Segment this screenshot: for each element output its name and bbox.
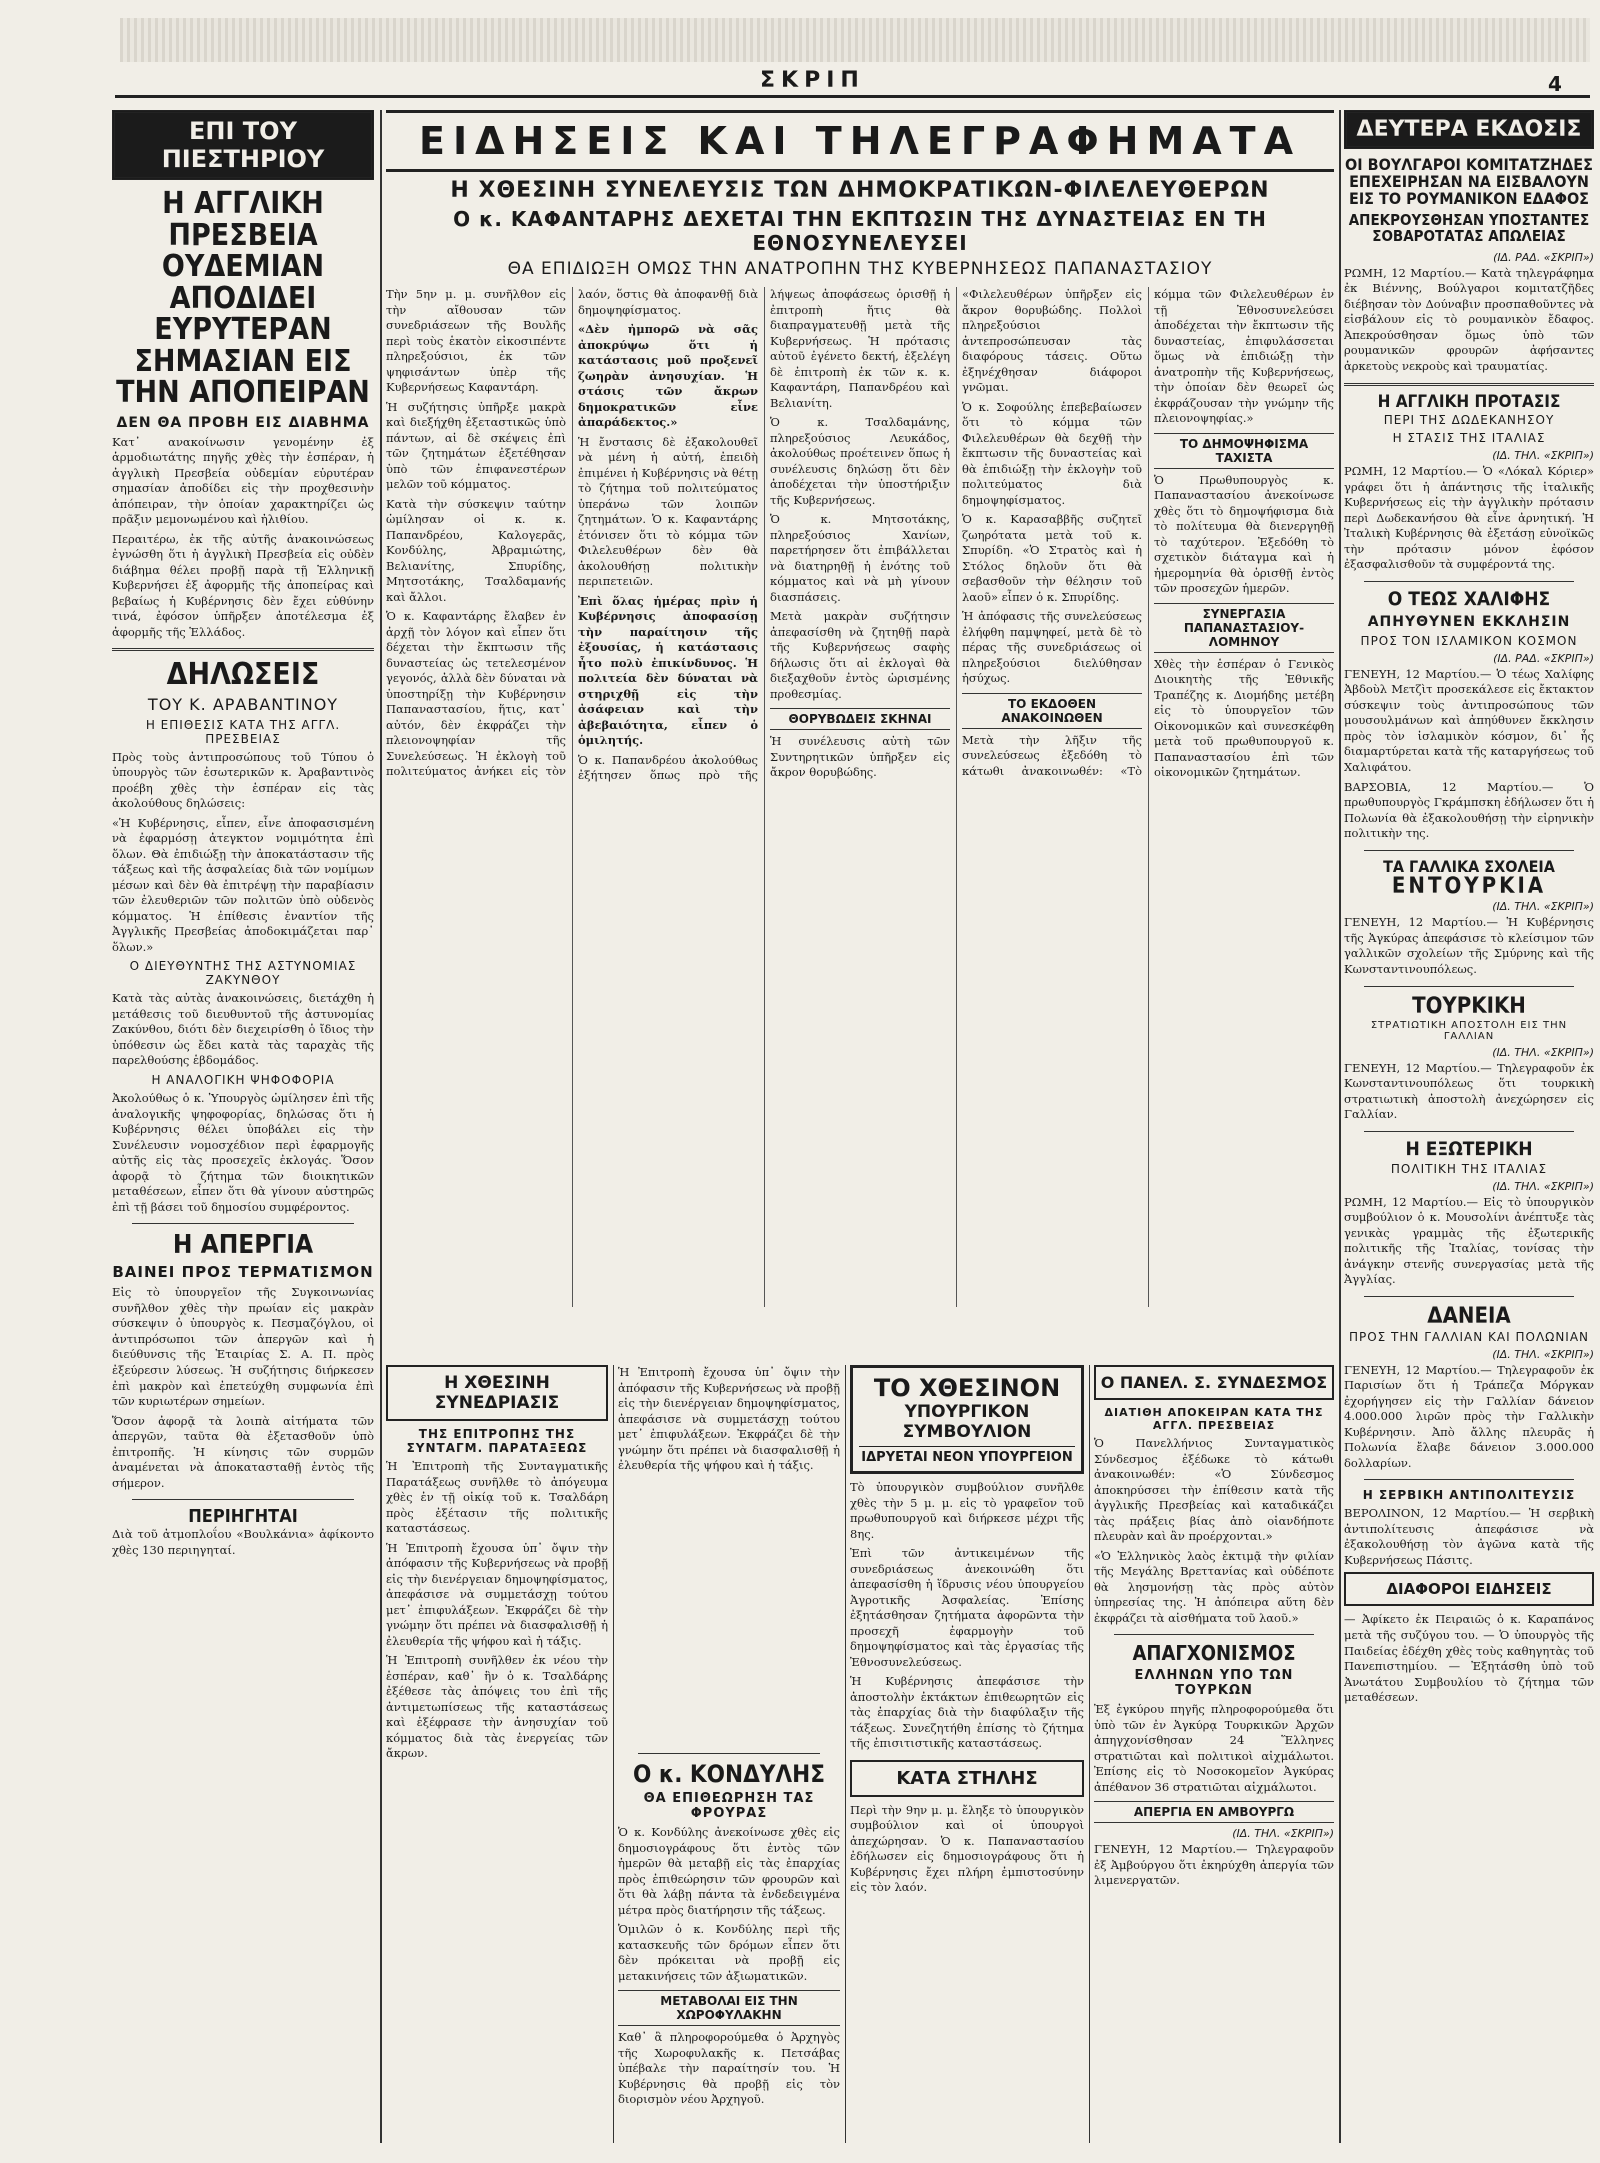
subhead-association: ΔΙΑΤΙΘΗ ΑΠΟΚΕΙΡΑΝ ΚΑΤΑ ΤΗΣ ΑΓΓΛ. ΠΡΕΣΒΕΙΑΣ xyxy=(1104,1406,1324,1432)
dateline: (ΙΔ. ΤΗΛ. «ΣΚΡΙΠ») xyxy=(1492,449,1594,463)
article-paragraph: ΓΕΝΕΥΗ, 12 Μαρτίου.— Ἡ Κυβέρνησις τῆς Ἀγκύρας ἀπεφάσισε τὸ κλείσιμον τῶν γαλλικῶν σχολείων τῆς Σμύρνης καὶ τῆς Κωνσταντινουπόλεως. xyxy=(1344,915,1594,976)
divider xyxy=(132,1499,354,1500)
inline-head-hamburg: ΑΠΕΡΓΙΑ ΕΝ ΑΜΒΟΥΡΓΩ xyxy=(1094,1801,1334,1823)
article-paragraph: Καθ᾽ ἃ πληροφορούμεθα ὁ Ἀρχηγὸς τῆς Χωροφυλακῆς κ. Πετσάβας ὑπέβαλε τὴν παραίτησίν του. Ἡ Κυβέρνησις θὰ προβῇ εἰς τὸν διορισμὸν νέου Ἀρχηγοῦ. xyxy=(618,2030,840,2107)
kicker-proportional-vote: Η ΑΝΑΛΟΓΙΚΗ ΨΗΦΟΦΟΡΙΑ xyxy=(151,1072,335,1087)
headline-french-schools: ΤΑ ΓΑΛΛΙΚΑ ΣΧΟΛΕΙΑ xyxy=(1383,856,1555,876)
box-cabinet xyxy=(850,1365,1084,1474)
dateline: (ΙΔ. ΤΗΛ. «ΣΚΡΙΠ») xyxy=(1492,900,1594,914)
article-paragraph: Ἡ Ἐπιτροπὴ ἔχουσα ὑπ᾽ ὄψιν τὴν ἀπόφασιν τῆς Κυβερνήσεως νὰ προβῇ εἰς τὴν διενέργειαν δημοψηφίσματος, ἀπεφάσισε νὰ συμμετάσχῃ τούτου μετ᾽ ἐπιφυλάξεων. Ἐκφράζει δὲ τὴν γνώμην ὅτι πρέπει νὰ διασφαλισθῇ ἡ ἐλευθερία τῆς ψήφου καὶ ἡ τάξις. xyxy=(386,1540,608,1648)
article-paragraph: Ἡ συνέλευσις αὐτὴ τῶν Συντηρητικῶν ὑπῆρξεν εἰς ἄκρον θορυβώδης. xyxy=(770,734,950,780)
article-paragraph: Μετὰ τὴν λῆξιν τῆς συνελεύσεως ἐξεδόθη τὸ κάτωθι ἀνακοινωθέν: «Τὸ κόμμα τῶν Φιλελευθέρων ἐν τῇ Ἐθνοσυνελεύσει ἀποδέχεται τὴν ἔκπτωσιν τῆς δυναστείας, ἐπιφυλάσσεται ὅμως νὰ ἐπιδιώξῃ τὴν ἀνατροπὴν τῆς Κυβερνήσεως, τὴν ὁποίαν δὲν θεωρεῖ ὡς ἐκφράζουσαν τὴν γνώμην τῆς πλειονοψηφίας.» xyxy=(962,287,1334,778)
subhead-italy-stance: Η ΣΤΑΣΙΣ ΤΗΣ ΙΤΑΛΙΑΣ xyxy=(1392,431,1546,446)
banner-title: ΕΙΔΗΣΕΙΣ ΚΑΙ ΤΗΛΕΓΡΑΦΗΜΑΤΑ xyxy=(419,119,1301,163)
lower-column-2 xyxy=(618,1365,840,2143)
article-paragraph: ΓΕΝΕΥΗ, 12 Μαρτίου.— Τηλεγραφοῦν ἐκ Παρισίων ὅτι ἡ Τράπεζα Μόργκαν ἐχορήγησεν εἰς τὴν Γαλλίαν δάνειον 4.000.000 λιρῶν πρὸς τὴν Γαλλικὴν Κυβέρνησιν. Ἀπὸ ἄλλης πλευρᾶς ἡ Πολωνία ἔλαβε δάνειον 3.000.000 δολλαρίων. xyxy=(1344,1362,1594,1470)
divider xyxy=(1364,986,1574,987)
article-paragraph: «Ἡ Κυβέρνησις, εἶπεν, εἶνε ἀποφασισμένη νὰ ἐφαρμόσῃ ἀτεγκτον νομιμότητα ἐπὶ ὅλων. Θὰ ἐπιδιώξῃ τὴν ἀποκατάστασιν τῆς τάξεως καὶ τῆς ἀσφαλείας διὰ τῶν νομίμων μέσων καὶ δὲν θὰ ἐπιτρέψῃ τὴν παραβίασιν τῶν ἐλευθεριῶν τῶν πολιτῶν ὑπὸ οὐδενὸς κόμματος. Ἡ ἐπίθεσις ἐναντίον τῆς Ἀγγλικῆς Πρεσβείας ἀποδοκιμάζεται παρ᾽ ὅλων.» xyxy=(112,815,374,954)
article-paragraph: ΡΩΜΗ, 12 Μαρτίου.— Κατὰ τηλεγράφημα ἐκ Βιέννης, Βούλγαροι κομιτατζῆδες διέβησαν τὸν Δούναβιν προσπαθοῦντες νὰ εἰσβάλουν εἰς τὸ ρουμανικὸν ἔδαφος. Ἀπεκρούσθησαν ὅμως ὑπὸ τῶν ρουμανικῶν φρουρῶν ἀφήσαντες ἀρκετοὺς νεκροὺς καὶ τραυματίας. xyxy=(1344,265,1594,373)
article-paragraph: Ὁ κ. Σοφούλης ἐπεβεβαίωσεν ὅτι τὸ κόμμα τῶν Φιλελευθέρων θὰ δεχθῇ τὴν ἔκπτωσιν τῆς δυναστείας καὶ θὰ ἐπιδιώξῃ τὴν ἐκλογὴν τοῦ πολιτεύματος διὰ δημοψηφίσματος. xyxy=(962,399,1142,507)
lower-column-4 xyxy=(1094,1365,1334,2143)
article-paragraph: Ὁ κ. Παπανδρέου ἀκολούθως ἐξήτησεν ὅπως πρὸ τῆς λήψεως ἀποφάσεως ὁρισθῇ ἡ ἐπιτροπὴ ἥτις θὰ διαπραγματευθῇ μετὰ τῆς Κυβερνήσεως. Ἡ πρότασις αὐτοῦ ἐγένετο δεκτή, ἐξελέγη δὲ ἐπιτροπὴ ἐκ τῶν κ. κ. Καφαντάρη, Παπανδρέου καὶ Βελιανίτη. xyxy=(578,287,950,783)
dateline: (ΙΔ. ΤΗΛ. «ΣΚΡΙΠ») xyxy=(1232,1827,1334,1841)
headline-hanging: ΑΠΑΓΧΟΝΙΣΜΟΣ xyxy=(1132,1641,1296,1666)
lower-column-1 xyxy=(386,1365,608,2143)
article-paragraph: Ἡ Ἐπιτροπὴ ἔχουσα ὑπ᾽ ὄψιν τὴν ἀπόφασιν τῆς Κυβερνήσεως νὰ προβῇ εἰς τὴν διενέργειαν δημοψηφίσματος, ἀπεφάσισε νὰ συμμετάσχῃ τούτου μετ᾽ ἐπιφυλάξεων. Ἐκφράζει δὲ τὴν γνώμην ὅτι πρέπει νὰ διασφαλισθῇ ἡ ἐλευθερία τῆς ψήφου καὶ ἡ τάξις. xyxy=(618,1365,840,1473)
dateline: (ΙΔ. ΡΑΔ. «ΣΚΡΙΠ») xyxy=(1493,250,1594,264)
subhead-kondylis: ΘΑ ΕΠΙΘΕΩΡΗΣΗ ΤΑΣ ΦΡΟΥΡΑΣ xyxy=(643,1791,815,1822)
headline-cabinet-1: ΤΟ ΧΘΕΣΙΝΟΝ xyxy=(873,1374,1061,1402)
article-paragraph: Εἰς τὸ ὑπουργεῖον τῆς Συγκοινωνίας συνῆλθον χθὲς τὴν πρωίαν εἰς μακρὰν σύσκεψιν ὁ ὑπουργὸς κ. Πεσμαζόγλου, οἱ ἀντιπρόσωποι τῶν ἀπεργῶν καὶ ἡ διεύθυνσις τῆς Ἑταιρίας Σ. Α. Π. πρὸς ἐξεύρεσιν λύσεως. Ἡ συζήτησις διήρκεσεν ἐπὶ μακρὸν καὶ ἐπετεύχθη συμφωνία ἐπὶ τῶν κυριωτέρων σημείων. xyxy=(112,1285,374,1409)
section-banner xyxy=(386,110,1334,172)
masthead-rule xyxy=(115,95,1590,98)
article-paragraph: Ὁ Πανελλήνιος Συνταγματικὸς Σύνδεσμος ἐξέδωκε τὸ κάτωθι ἀνακοινωθέν: «Ὁ Σύνδεσμος ἀποκηρύσσει τὴν ἐπίθεσιν κατὰ τῆς ἀγγλικῆς Πρεσβείας καὶ καταδικάζει τὰς πράξεις βίας ἀπὸ οἱανδήποτε πλευρὰν καὶ ἂν προέρχονται.» xyxy=(1094,1436,1334,1544)
subhead-italy-policy: ΠΟΛΙΤΙΚΗ ΤΗΣ ΙΤΑΛΙΑΣ xyxy=(1390,1161,1548,1176)
article-paragraph: Κατ᾽ ανακοίνωσιν γενομένην ἐξ ἁρμοδιωτάτης πηγῆς χθὲς τὴν ἑσπέραν, ἡ ἀγγλικὴ Πρεσβεία οὐδεμίαν εὐρυτέραν σημασίαν ἀποδίδει εἰς τὴν προχθεσινὴν ἀπόπειραν, τὴν ὁποίαν χαρακτηρίζει ὡς πρᾶξιν μεμονωμένου καὶ ἠλιθίου. xyxy=(112,434,374,527)
article-paragraph: Ὁμιλῶν ὁ κ. Κονδύλης περὶ τῆς κατασκευῆς τῶν δρόμων εἶπεν ὅτι δὲν πρόκειται νὰ προβῇ εἰς μετακινήσεις τῶν ἀξιωματικῶν. xyxy=(618,1922,840,1983)
article-paragraph: Ὁ κ. Τσαλδαμάνης, πληρεξούσιος Λευκάδος, ἀκολούθως προέτεινεν ὅπως ἡ συνέλευσις δηλώσῃ ὅτι δὲν ἀποδέχεται τὴν ὑποστήριξιν τῆς Κυβερνήσεως. xyxy=(770,415,950,507)
subhead-islamic-world: ΠΡΟΣ ΤΟΝ ΙΣΛΑΜΙΚΟΝ ΚΟΣΜΟΝ xyxy=(1360,633,1578,648)
subhead-strike: ΒΑΙΝΕΙ ΠΡΟΣ ΤΕΡΜΑΤΙΣΜΟΝ xyxy=(112,1263,374,1282)
article-paragraph: ΓΕΝΕΥΗ, 12 Μαρτίου.— Ὁ τέως Χαλίφης Ἀβδοὺλ Μετζὶτ προσεκάλεσε εἰς ἔκτακτον σύσκεψιν τοὺς ἀντιπροσώπους τῶν μουσουλμάνων καὶ ἀπηύθυνεν ἔκκλησιν πρὸς τὸν ἰσλαμικὸν κόσμον, δι᾽ ἧς διαμαρτύρεται κατὰ τῆς καταργήσεως τοῦ Χαλιφάτου. xyxy=(1344,666,1594,774)
inline-head-scenes: ΘΟΡΥΒΩΔΕΙΣ ΣΚΗΝΑΙ xyxy=(770,708,950,730)
headline-kondylis: Ο κ. ΚΟΝΔΥΛΗΣ xyxy=(633,1760,825,1788)
headline-kata-stilis: ΚΑΤΑ ΣΤΗΛΗΣ xyxy=(850,1760,1084,1797)
divider xyxy=(1344,383,1594,386)
article-paragraph: «Ὁ Ἑλληνικὸς λαὸς ἐκτιμᾷ τὴν φιλίαν τῆς Μεγάλης Βρεττανίας καὶ οὐδέποτε θὰ λησμονήσῃ τὰς πρὸς αὐτὸν ὑπηρεσίας της. Ἡ ἀπόπειρα αὕτη δὲν ἐκφράζει τὰ αἰσθήματα τοῦ λαοῦ.» xyxy=(1094,1548,1334,1625)
column-rule xyxy=(1339,110,1341,2143)
article-paragraph: Ὁ κ. Καρασαββῆς συζητεῖ ζωηρότατα μετὰ τοῦ κ. Σπυρίδη. «Ὁ Στρατὸς καὶ ἡ Στόλος δηλοῦν ὅτι θὰ σεβασθοῦν τὴν θέλησιν τοῦ λαοῦ» εἶπεν ὁ κ. Σπυρίδης. xyxy=(962,512,1142,604)
divider xyxy=(1364,1131,1574,1132)
subhead-repulsed: ΑΠΕΚΡΟΥΣΘΗΣΑΝ ΥΠΟΣΤΑΝΤΕΣ ΣΟΒΑΡΟΤΑΤΑΣ ΑΠΩΛΕΙΑΣ xyxy=(1348,211,1590,246)
inline-head-communique: ΤΟ ΕΚΔΟΘΕΝ ΑΝΑΚΟΙΝΩΘΕΝ xyxy=(962,693,1142,729)
divider xyxy=(1364,1296,1574,1297)
article-paragraph: ΒΕΡΟΛΙΝΟΝ, 12 Μαρτίου.— Ἡ σερβικὴ ἀντιπολίτευσις ἀπεφάσισε νὰ ἐξακολουθήσῃ τὸν ἀγῶνα κατὰ τῆς Κυβερνήσεως Πάσιτς. xyxy=(1344,1506,1594,1567)
divider xyxy=(1364,581,1574,582)
article-paragraph: Κατὰ τὰς αὐτὰς ἀνακοινώσεις, διετάχθη ἡ μετάθεσις τοῦ διευθυντοῦ τῆς ἀστυνομίας Ζακύνθου, διότι δὲν διεχειρίσθη ὁ ἴδιος τὴν ὑπόθεσιν ὡς ἔδει κατὰ τὰς ταραχὰς τῆς παρελθούσης ἑβδομάδος. xyxy=(112,991,374,1068)
subhead-appeal: ΑΠΗΥΘΥΝΕΝ ΕΚΚΛΗΣΙΝ xyxy=(1367,613,1571,630)
dateline: (ΙΔ. ΤΗΛ. «ΣΚΡΙΠ») xyxy=(1492,1045,1594,1059)
headline-strike: Η ΑΠΕΡΓΙΑ xyxy=(172,1230,314,1261)
masthead-texture xyxy=(120,18,1590,62)
article-paragraph: ΓΕΝΕΥΗ, 12 Μαρτίου.— Τηλεγραφοῦν ἐκ Κωνσταντινουπόλεως ὅτι τουρκικὴ στρατιωτικὴ ἀποστολὴ ἀνεχώρησεν εἰς Γαλλίαν. xyxy=(1344,1060,1594,1122)
headline-caliph: Ο ΤΕΩΣ ΧΑΛΙΦΗΣ xyxy=(1387,587,1551,610)
article-paragraph: Πρὸς τοὺς ἀντιπροσώπους τοῦ Τύπου ὁ ὑπουργὸς τῶν ἐσωτερικῶν κ. Ἀραβαντινὸς προέβη χθὲς τὴν ἑσπέραν εἰς τὰς ἀκολούθους δηλώσεις: xyxy=(112,749,374,811)
article-quote: «Δὲν ἠμπορῶ νὰ σᾶς ἀποκρύψω ὅτι ἡ κατάστασις μοῦ προξενεῖ ζωηρὰν ἀνησυχίαν. Ἡ στάσις τῶν ἄκρων δημοκρατικῶν εἶνε ἀπαράδεκτος.» xyxy=(578,322,758,430)
subhead-cabinet: ΙΔΡΥΕΤΑΙ ΝΕΟΝ ΥΠΟΥΡΓΕΙΟΝ xyxy=(859,1446,1075,1465)
column-rule xyxy=(845,1365,846,2143)
column-rule xyxy=(1089,1365,1090,2143)
article-paragraph: Ἡ ἀπόφασις τῆς συνελεύσεως ἐλήφθη παμψηφεί, μετὰ δὲ τὸ πέρας τῆς συνεδριάσεως οἱ πληρεξούσιοι διελύθησαν ἡσύχως. xyxy=(962,609,1142,686)
inline-head-gendarmerie: ΜΕΤΑΒΟΛΑΙ ΕΙΣ ΤΗΝ ΧΩΡΟΦΥΛΑΚΗΝ xyxy=(618,1990,840,2026)
article-paragraph: Ἡ Κυβέρνησις ἀπεφάσισε τὴν ἀποστολὴν ἐκτάκτων ἐπιθεωρητῶν εἰς τὰς ἐπαρχίας διὰ τὴν διαφύλαξιν τῆς τάξεως. Συνεζητήθη ἐπίσης τὸ ζήτημα τῆς ἐπισιτιστικῆς καταστάσεως. xyxy=(850,1674,1084,1751)
article-paragraph: Τὸ ὑπουργικὸν συμβούλιον συνῆλθε χθὲς τὴν 5 μ. μ. εἰς τὸ γραφεῖον τοῦ πρωθυπουργοῦ καὶ διήρκεσε μέχρι τῆς 8ης. xyxy=(850,1480,1084,1541)
continued-text xyxy=(618,1365,840,1745)
dateline: (ΙΔ. ΤΗΛ. «ΣΚΡΙΠ») xyxy=(1492,1179,1594,1193)
article-paragraph: Ἡ ἔνστασις δὲ ἐξακολουθεῖ νὰ μένη ἡ αὐτή, ἐπειδὴ ἐπιμένει ἡ Κυβέρνησις νὰ θέτῃ τὸ ζήτημα τοῦ πολιτεύματος ὑπεράνω τῶν λοιπῶν ζητημάτων. Ὁ κ. Καφαντάρης ἐτόνισεν ὅτι τὸ κόμμα τῶν Φιλελευθέρων δὲν θὰ ἀκολουθήσῃ πολιτικὴν περιπετειῶν. xyxy=(578,434,758,589)
main-news-section xyxy=(386,110,1334,2143)
article-paragraph: Ἡ συζήτησις ὑπῆρξε μακρὰ καὶ διεξήχθη ἐξεταστικῶς ὑπὸ πάντων, αἱ δὲ σκέψεις ἐπὶ τῶν ζητημάτων ἐξετέθησαν ὑπὸ τῶν ἐπιφανεστέρων μελῶν τοῦ κόμματος. xyxy=(386,399,566,492)
article-paragraph: ΡΩΜΗ, 12 Μαρτίου.— Εἰς τὸ ὑπουργικὸν συμβούλιον ὁ κ. Μουσολίνι ἀνέπτυξε τὰς γενικὰς γραμμὰς τῆς ἐξωτερικῆς πολιτικῆς τῆς Ἰταλίας, τονίσας τὴν ἀνάγκην στενῆς συνεργασίας μετὰ τῆς Ἀγγλίας. xyxy=(1344,1194,1594,1287)
main-headline: Η ΧΘΕΣΙΝΗ ΣΥΝΕΛΕΥΣΙΣ ΤΩΝ ΔΗΜΟΚΡΑΤΙΚΩΝ-ΦΙΛΕΛΕΥΘΕΡΩΝ xyxy=(450,178,1270,203)
article-paragraph: Ὁ κ. Κονδύλης ἀνεκοίνωσε χθὲς εἰς δημοσιογράφους ὅτι ἐντὸς τῶν ἡμερῶν θὰ μεταβῇ εἰς τὰς ἐπαρχίας πρὸς ἐπιθεώρησιν τῶν φρουρῶν καὶ ὅτι θὰ λάβῃ πάντα τὰ ἐνδεδειγμένα μέτρα πρὸς διατήρησιν τῆς τάξεως. xyxy=(618,1825,840,1917)
headline-cabinet-2: ΥΠΟΥΡΓΙΚΟΝ ΣΥΜΒΟΥΛΙΟΝ xyxy=(902,1402,1032,1442)
subhead-in-turkey: ΕΝΤΟΥΡΚΙΑ xyxy=(1391,874,1547,900)
dateline: (ΙΔ. ΤΗΛ. «ΣΚΡΙΠ») xyxy=(1492,1347,1594,1361)
main-subheadline: ΘΑ ΕΠΙΔΙΩΞΗ ΟΜΩΣ ΤΗΝ ΑΝΑΤΡΟΠΗΝ ΤΗΣ ΚΥΒΕΡΝΗΣΕΩΣ ΠΑΠΑΝΑΣΤΑΣΙΟΥ xyxy=(507,259,1213,279)
main-article-columns xyxy=(386,287,1334,1307)
article-paragraph: Ἀκολούθως ὁ κ. Ὑπουργὸς ὡμίλησεν ἐπὶ τῆς ἀναλογικῆς ψηφοφορίας, δηλώσας ὅτι ἡ Κυβέρνησις θέλει ὑποβάλει εἰς τὴν Συνέλευσιν νομοσχέδιον περὶ ἐφαρμογῆς αὐτῆς εἰς τὰς προσεχεῖς ἐκλογάς. Ὅσον ἀφορᾷ τὸ ζήτημα τῶν διοικητικῶν μεταθέσεων, εἶπεν ὅτι θὰ γίνουν αὐστηρῶς ἐπὶ τῇ βάσει τοῦ δημοσίου συμφέροντος. xyxy=(112,1090,374,1214)
divider xyxy=(112,648,374,651)
article-paragraph: Περὶ τὴν 9ην μ. μ. ἔληξε τὸ ὑπουργικὸν συμβούλιον καὶ οἱ ὑπουργοὶ ἀπεχώρησαν. Ὁ κ. Παπαναστασίου ἐδήλωσεν εἰς δημοσιογράφους ὅτι ἡ Κυβέρνησις ἔχει πλήρη ἐμπιστοσύνην εἰς τὸν λαόν. xyxy=(850,1802,1084,1895)
article-paragraph: «Φιλελευθέρων ὑπῆρξεν εἰς ἄκρον θορυβώδης. Πολλοὶ πληρεξούσιοι ἀντεπροσώπευσαν τὰς διαφόρους τάσεις. Οὕτω ἐξηνέχθησαν διάφοροι γνῶμαι. xyxy=(962,287,1142,395)
headline-tourists: ΠΕΡΙΗΓΗΤΑΙ xyxy=(188,1506,298,1528)
headline-loans: ΔΑΝΕΙΑ xyxy=(1427,1303,1511,1329)
subhead-loans: ΠΡΟΣ ΤΗΝ ΓΑΛΛΙΑΝ ΚΑΙ ΠΟΛΩΝΙΑΝ xyxy=(1348,1329,1590,1344)
divider xyxy=(1364,850,1574,851)
article-paragraph: Διὰ τοῦ ἀτμοπλοΐου «Βουλκάνια» ἀφίκοντο χθὲς 130 περιηγηταί. xyxy=(112,1527,374,1557)
subhead-hanging: ΕΛΛΗΝΩΝ ΥΠΟ ΤΩΝ ΤΟΥΡΚΩΝ xyxy=(1134,1668,1294,1699)
kicker-zakynthos: Ο ΔΙΕΥΘΥΝΤΗΣ ΤΗΣ ΑΣΤΥΝΟΜΙΑΣ ΖΑΚΥΝΘΟΥ xyxy=(129,959,357,988)
headline-british-embassy: Η ΑΓΓΛΙΚΗ ΠΡΕΣΒΕΙΑ ΟΥΔΕΜΙΑΝ ΑΠΟΔΙΔΕΙ ΕΥΡΥΤΕΡΑΝ ΣΗΜΑΣΙΑΝ ΕΙΣ ΤΗΝ ΑΠΟΠΕΙΡΑΝ xyxy=(116,186,370,410)
article-paragraph: ΓΕΝΕΥΗ, 12 Μαρτίου.— Τηλεγραφοῦν ἐξ Ἀμβούργου ὅτι ἐκηρύχθη ἀπεργία τῶν λιμενεργατῶν. xyxy=(1094,1842,1334,1888)
article-paragraph: Περαιτέρω, ἐκ τῆς αὐτῆς ἀνακοινώσεως ἐγνώσθη ὅτι ἡ ἀγγλικὴ Πρεσβεία εἰς οὐδὲν διάβημα θέλει προβῇ παρὰ τῇ Ἑλληνικῇ Κυβερνήσει ἐξ ἀφορμῆς τῆς ἀποπείρας καὶ βεβαίως ἡ Κυβέρνησις δὲν ἔχει εὐθύνην τινά, ἐφόσον ὑπῆρξεν ἀποτέλεσμα ἐξ ἀφορμῆς τῆς Ἑλλάδος. xyxy=(112,531,374,639)
subhead-aravantinou: ΤΟΥ Κ. ΑΡΑΒΑΝΤΙΝΟΥ xyxy=(147,694,339,714)
article-paragraph: Χθὲς τὴν ἑσπέραν ὁ Γενικὸς Διοικητὴς τῆς Ἐθνικῆς Τραπέζης κ. Διομήδης μετέβη εἰς τὸ ὑπουργεῖον τῶν Οἰκονομικῶν καὶ συνεσκέφθη μετὰ τοῦ πρωθυπουργοῦ κ. Παπαναστασίου ἐπὶ τῶν οἰκονομικῶν ζητημάτων. xyxy=(1154,656,1334,780)
article-paragraph: Τὴν 5ην μ. μ. συνῆλθον εἰς τὴν αἴθουσαν τῶν συνεδριάσεων τῆς Βουλῆς περὶ τοὺς ἑκατὸν εἰκοσιπέντε πληρεξούσιοι, ἐκ τῶν ψηφισάντων ὑπὲρ τῆς Κυβερνήσεως Καφαντάρη. xyxy=(386,287,566,395)
headline-various-news: ΔΙΑΦΟΡΟΙ ΕΙΔΗΣΕΙΣ xyxy=(1344,1572,1594,1606)
headline-association: Ο ΠΑΝΕΛ. Σ. ΣΥΝΔΕΣΜΟΣ xyxy=(1094,1365,1334,1400)
lower-column-3 xyxy=(850,1365,1084,2143)
divider xyxy=(132,1223,354,1224)
headline-foreign-policy: Η ΕΞΩΤΕΡΙΚΗ xyxy=(1405,1137,1533,1160)
subhead-no-demarche: ΔΕΝ ΘΑ ΠΡΟΒΗ ΕΙΣ ΔΙΑΒΗΜΑ xyxy=(116,414,370,431)
article-paragraph: Ὅσον ἀφορᾷ τὰ λοιπὰ αἰτήματα τῶν ἀπεργῶν, ταῦτα θὰ ἐξετασθοῦν ὑπὸ ἐπιτροπῆς. Ἡ κίνησις τῶν συρμῶν ἀναμένεται νὰ ἀποκατασταθῇ ἐντὸς τῆς σήμερον. xyxy=(112,1413,374,1490)
divider xyxy=(1114,1634,1314,1635)
kicker-attack: Η ΕΠΙΘΕΣΙΣ ΚΑΤΑ ΤΗΣ ΑΓΓΛ. ΠΡΕΣΒΕΙΑΣ xyxy=(145,717,341,746)
headline-statements: ΔΗΛΩΣΕΙΣ xyxy=(166,657,320,693)
left-column xyxy=(112,110,374,2143)
headline-session: Η ΧΘΕΣΙΝΗ ΣΥΝΕΔΡΙΑΣΙΣ xyxy=(386,1365,608,1421)
article-paragraph: Ἡ Ἐπιτροπὴ συνῆλθεν ἐκ νέου τὴν ἑσπέραν, καθ᾽ ἣν ὁ κ. Τσαλδάρης ἐξέθεσε τὰς ἀπόψεις του ἐπὶ τῆς ἀντιμετωπίσεως τῆς καταστάσεως καὶ ἐξέφρασε τὴν ἀνησυχίαν τοῦ κόμματος διὰ τὰς ἐνεργείας τῶν ἄκρων. xyxy=(386,1653,608,1761)
main-headline-2: Ο κ. ΚΑΦΑΝΤΑΡΗΣ ΔΕΧΕΤΑΙ ΤΗΝ ΕΚΠΤΩΣΙΝ ΤΗΣ ΔΥΝΑΣΤΕΙΑΣ ΕΝ ΤΗ ΕΘΝΟΣΥΝΕΛΕΥΣΕΙ xyxy=(453,207,1267,255)
article-paragraph: Ἐπὶ τῶν ἀντικειμένων τῆς συνεδριάσεως ἀνεκοινώθη ὅτι ἀπεφασίσθη ἡ ἵδρυσις νέου ὑπουργείου Ἀγροτικῆς Ἀσφαλείας. Ἐπίσης ἐξητάσθησαν ζητήματα ἀφορῶντα τὴν προσεχῆ ἐφαρμογὴν τοῦ δημοψηφίσματος καὶ τὰς ἐργασίας τῆς Ἐθνοσυνελεύσεως. xyxy=(850,1546,1084,1669)
divider xyxy=(1364,1479,1574,1480)
article-paragraph: ΒΑΡΣΟΒΙΑ, 12 Μαρτίου.— Ὁ πρωθυπουργὸς Γκράμπσκη ἐδήλωσεν ὅτι ἡ Πολωνία θὰ ἐξακολουθήσῃ τὴν εἰρηνικὴν πολιτικὴν της. xyxy=(1344,779,1594,841)
paper-name: ΣΚΡΙΠ xyxy=(760,68,865,93)
article-paragraph-bold: Ἐπὶ ὅλας ἡμέρας πρὶν ἡ Κυβέρνησις ἀποφασίσῃ τὴν παραίτησιν τῆς ἐξουσίας, ἡ κατάστασις ἦτο πολὺ ἐπικίνδυνος. Ἡ πολιτεία δὲν δύναται νὰ στηριχθῇ εἰς τὴν ἀσάφειαν καὶ τὴν ἀβεβαιότητα, εἶπεν ὁ ὁμιλητής. xyxy=(578,593,758,748)
subhead-military-mission: ΣΤΡΑΤΙΩΤΙΚΗ ΑΠΟΣΤΟΛΗ ΕΙΣ ΤΗΝ ΓΑΛΛΙΑΝ xyxy=(1370,1019,1568,1042)
headline-serbian-opposition: Η ΣΕΡΒΙΚΗ ΑΝΤΙΠΟΛΙΤΕΥΣΙΣ xyxy=(1362,1488,1576,1503)
page-number: 4 xyxy=(1548,72,1562,96)
article-paragraph: Ἐξ ἐγκύρου πηγῆς πληροφορούμεθα ὅτι ὑπὸ τῶν ἐν Ἀγκύρᾳ Τουρκικῶν Ἀρχῶν ἀπηγχονίσθησαν 24 Ἕλληνες στρατιῶται καὶ πολιτικοὶ αἰχμάλωτοι. Ἐπίσης εἰς τὸ Νοσοκομεῖον Ἀγκύρας ἀπέθανον 36 στρατιῶται αἰχμάλωτοι. xyxy=(1094,1702,1334,1794)
article-paragraph: Μετὰ μακρὰν συζήτησιν ἀπεφασίσθη νὰ ζητηθῇ παρὰ τῆς Κυβερνήσεως σαφὴς δήλωσις ὅτι αἱ ἐκλογαὶ θὰ διεξαχθοῦν ἐντὸς ὡρισμένης προθεσμίας. xyxy=(770,609,950,701)
headline-english-proposal: Η ΑΓΓΛΙΚΗ ΠΡΟΤΑΣΙΣ xyxy=(1377,391,1561,412)
article-paragraph: Ὁ κ. Μητσοτάκης, πληρεξούσιος Χανίων, παρετήρησεν ὅτι ἐπιβάλλεται νὰ διατηρηθῇ ἡ ἑνότης τοῦ κόμματος καὶ νὰ μὴ γίνουν διασπάσεις. xyxy=(770,512,950,604)
column-rule xyxy=(613,1365,614,2143)
headline-bulgarians: ΟΙ ΒΟΥΛΓΑΡΟΙ ΚΟΜΙΤΑΤΖΗΔΕΣ ΕΠΕΧΕΙΡΗΣΑΝ ΝΑ ΕΙΣΒΑΛΟΥΝ ΕΙΣ ΤΟ ΡΟΥΜΑΝΙΚΟΝ ΕΔΑΦΟΣ xyxy=(1345,155,1593,208)
article-paragraph: Κατὰ τὴν σύσκεψιν ταύτην ὡμίλησαν οἱ κ. κ. Παπανδρέου, Καλογερᾶς, Κονδύλης, Ἀβραμιώτης, Βελιανίτης, Σπυρίδης, Μητσοτάκης, Τσαλδαμανής καὶ ἄλλοι. xyxy=(386,496,566,604)
article-paragraph: Ἡ Ἐπιτροπὴ τῆς Συνταγματικῆς Παρατάξεως συνῆλθε τὸ ἀπόγευμα χθὲς ἐν τῇ οἰκίᾳ τοῦ κ. Τσαλδάρη πρὸς ἐξέτασιν τῆς πολιτικῆς καταστάσεως. xyxy=(386,1459,608,1536)
article-paragraph: Ὁ κ. Καφαντάρης ἔλαβεν ἐν ἀρχῇ τὸν λόγον καὶ εἶπεν ὅτι δέχεται τὴν ἔκπτωσιν τῆς δυναστείας ὡς τετελεσμένον γεγονός, ἀλλὰ δὲν δύναται νὰ ὑποστηρίξῃ τὴν Κυβέρνησιν Παπαναστασίου, ἥτις, κατ᾽ αὐτόν, δὲν ἐκφράζει τὴν πλειονοψηφίαν τῆς Συνελεύσεως. Ἡ ἐκλογὴ τοῦ πολιτεύματος ἀνήκει εἰς τὸν λαόν, ὅστις θὰ ἀποφανθῇ διὰ δημοψηφίσματος. xyxy=(386,287,758,779)
section-label-second-edition: ΔΕΥΤΕΡΑ ΕΚΔΟΣΙΣ xyxy=(1344,110,1594,149)
section-label-piestirio: ΕΠΙ ΤΟΥ ΠΙΕΣΤΗΡΙΟΥ xyxy=(112,110,374,180)
divider xyxy=(638,1753,820,1754)
main-lower-section xyxy=(386,1365,1334,2143)
column-rule xyxy=(380,110,382,2143)
subhead-session: ΤΗΣ ΕΠΙΤΡΟΠΗΣ ΤΗΣ ΣΥΝΤΑΓΜ. ΠΑΡΑΤΑΞΕΩΣ xyxy=(406,1427,588,1455)
inline-head-referendum: ΤΟ ΔΗΜΟΨΗΦΙΣΜΑ ΤΑΧΙΣΤΑ xyxy=(1154,433,1334,469)
article-paragraph: ΡΩΜΗ, 12 Μαρτίου.— Ὁ «Λόκαλ Κόριερ» γράφει ὅτι ἡ ἀπάντησις τῆς ἰταλικῆς Κυβερνήσεως εἰς τὴν ἀγγλικὴν πρότασιν περὶ Δωδεκανήσου θὰ εἶνε ἀρνητική. Ἡ Ἰταλικὴ Κυβέρνησις θὰ ἐξετάσῃ εὐνοϊκῶς τὴν πρότασιν μόνον ἐφόσον ἐξασφαλισθοῦν τὰ συμφέροντά της. xyxy=(1344,464,1594,572)
subhead-dodecanese: ΠΕΡΙ ΤΗΣ ΔΩΔΕΚΑΝΗΣΟΥ xyxy=(1383,413,1555,428)
inline-head-cooperation: ΣΥΝΕΡΓΑΣΙΑ ΠΑΠΑΝΑΣΤΑΣΙΟΥ-ΛΟΜΗΝΟΥ xyxy=(1154,603,1334,653)
masthead xyxy=(0,0,1600,120)
article-paragraph: — Ἀφίκετο ἐκ Πειραιῶς ὁ κ. Καραπάνος μετὰ τῆς συζύγου του. — Ὁ ὑπουργὸς τῆς Παιδείας ἐδέχθη χθὲς τοὺς καθηγητὰς τοῦ Πανεπιστημίου. — Ἐξητάσθη ὑπὸ τοῦ Ἀνωτάτου Συμβουλίου τὸ ζήτημα τῶν μεταθέσεων. xyxy=(1344,1612,1594,1705)
article-paragraph: Ὁ Πρωθυπουργὸς κ. Παπαναστασίου ἀνεκοίνωσε χθὲς ὅτι τὸ δημοψήφισμα διὰ τὸ πολίτευμα θὰ διενεργηθῇ τὸ ταχύτερον. Ἐξεδόθη τὸ σχετικὸν διάταγμα καὶ ἡ ἡμερομηνία θὰ ὁρισθῇ ἐντὸς τῶν προσεχῶν ἡμερῶν. xyxy=(1154,472,1334,596)
headline-turkish: ΤΟΥΡΚΙΚΗ xyxy=(1412,993,1526,1019)
right-column xyxy=(1344,110,1594,2143)
dateline: (ΙΔ. ΡΑΔ. «ΣΚΡΙΠ») xyxy=(1493,651,1594,665)
